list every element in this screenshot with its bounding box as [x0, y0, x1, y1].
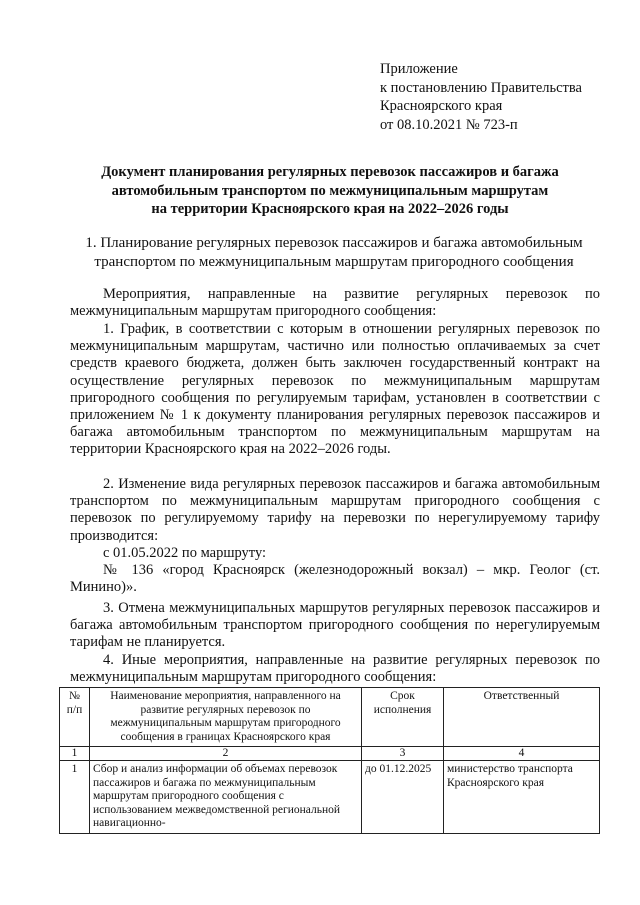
- row-responsible: министерство транспорта Красноярского края: [444, 761, 600, 834]
- intro-paragraph: Мероприятия, направленные на развитие регулярных перевозок по межмуниципальным маршрутам пригородного сообщения:: [70, 286, 600, 320]
- table-column-numbers-row: [60, 747, 600, 761]
- column-number: 1: [60, 747, 90, 761]
- item-4-paragraph: 4. Иные мероприятия, направленные на развитие регулярных перевозок по межмуниципальным маршрутам пригородного сообщения:: [70, 652, 600, 686]
- date-line: с 01.05.2022 по маршруту:: [103, 545, 267, 561]
- column-number: 2: [90, 747, 362, 761]
- item-2-paragraph: 2. Изменение вида регулярных перевозок пассажиров и багажа автомобильным транспортом по межмуниципальным маршрутам пригородного сообщения с перевозок по регулируемому тарифу на перевозки по нерегулируемому тарифу производится:: [70, 476, 600, 544]
- section-heading: [64, 234, 604, 272]
- route-paragraph: № 136 «город Красноярск (железнодорожный вокзал) – мкр. Геолог (ст. Минино)».: [70, 562, 600, 596]
- row-num: 1: [60, 761, 90, 834]
- item-3-paragraph: 3. Отмена межмуниципальных маршрутов регулярных перевозок пассажиров и багажа автомобильным транспортом пригородного сообщения по нерегулируемым тарифам не планируется.: [70, 600, 600, 651]
- header-responsible: Ответственный: [444, 688, 600, 747]
- column-number: 3: [362, 747, 444, 761]
- appendix-line: Красноярского края: [380, 98, 503, 114]
- appendix-line: к постановлению Правительства: [380, 79, 582, 96]
- title-line: автомобильным транспортом по межмуниципальным маршрутам: [111, 182, 549, 199]
- appendix-line: Приложение: [380, 61, 458, 77]
- appendix-block: [380, 60, 582, 134]
- title-line: на территории Красноярского края на 2022–2026 годы: [151, 201, 509, 217]
- column-number: 4: [444, 747, 600, 761]
- section-heading-line: транспортом по межмуниципальным маршрутам пригородного сообщения: [94, 254, 574, 270]
- document-title: [60, 163, 600, 219]
- table-header-row: [60, 688, 600, 747]
- section-heading-line: 1. Планирование регулярных перевозок пассажиров и багажа автомобильным: [85, 235, 583, 251]
- measures-table: [59, 687, 600, 834]
- item-1-paragraph: 1. График, в соответствии с которым в отношении регулярных перевозок по межмуниципальным маршрутам, частично или полностью оплачиваемых за счет средств краевого бюджета, должен быть заключен государственный контракт на осуществление регулярных перевозок по межмуниципальным маршрутам пригородного сообщения по регулируемым тарифам, установлен в соответствии с приложением № 1 к документу планирования регулярных перевозок пассажиров и багажа автомобильным транспортом по межмуниципальным маршрутам на территории Красноярского края на 2022–2026 годы.: [70, 321, 600, 458]
- header-deadline: Срок исполнения: [362, 688, 444, 747]
- row-name: Сбор и анализ информации об объемах перевозок пассажиров и багажа по межмуниципальным маршрутам пригородного сообщения с использованием межведомственной региональной навигационно-: [90, 761, 362, 834]
- header-num: № п/п: [60, 688, 90, 747]
- row-deadline: до 01.12.2025: [362, 761, 444, 834]
- header-name: Наименование мероприятия, направленного на развитие регулярных перевозок по межмуниципальным маршрутам пригородного сообщения в границах Красноярского края: [90, 688, 362, 747]
- title-line: Документ планирования регулярных перевозок пассажиров и багажа: [101, 164, 559, 180]
- appendix-line: от 08.10.2021 № 723-п: [380, 116, 518, 133]
- table-row: [60, 761, 600, 834]
